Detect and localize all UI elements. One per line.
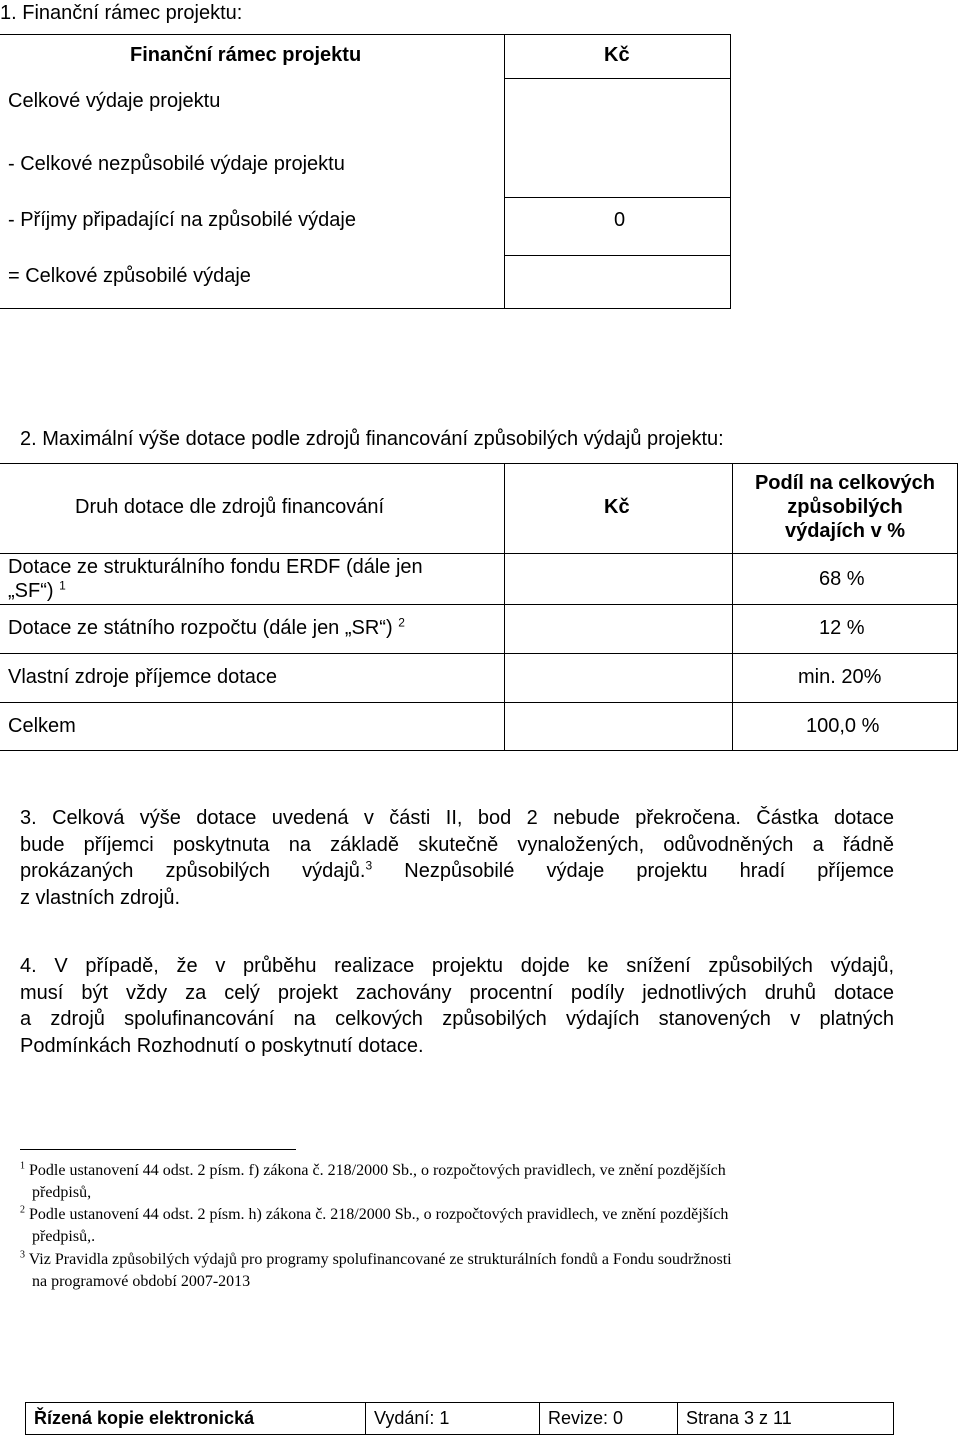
section-3-line-4: z vlastních zdrojů. [20, 886, 181, 909]
section-4-line-2: musí být vždy za celý projekt zachovány procentní podíly jednotlivých druhů dotace [20, 981, 894, 1004]
section-3-paragraph [20, 805, 894, 911]
footer-page-number: Strana 3 z 11 [686, 1408, 792, 1428]
header-share-label [732, 471, 958, 543]
section-3-line-3b: Nezpůsobilé výdaje projektu hradí příjemce [372, 860, 894, 882]
section-1-title: 1. Finanční rámec projektu: [0, 2, 243, 24]
table-cell [504, 553, 733, 605]
section-3-line-3 [20, 858, 894, 885]
header-type-label: Druh dotace dle zdrojů financování [75, 496, 385, 518]
header-share-line-3: výdajích v % [784, 520, 906, 542]
footnote-3-line-1: Viz Pravidla způsobilých výdajů pro programy spolufinancované ze strukturálních fondů a Fondu soudržnosti [25, 1251, 732, 1268]
section-3-line-3a: prokázaných způsobilých výdajů. [20, 860, 366, 882]
row-divider [504, 78, 731, 79]
footnote-separator [20, 1149, 296, 1150]
footnote-1-number: 1 [20, 1160, 25, 1172]
table-header-label: Finanční rámec projektu [130, 44, 362, 66]
footnote-2-number: 2 [20, 1204, 25, 1216]
footnote-3 [20, 1249, 900, 1293]
footnote-ref-2: 2 [398, 615, 405, 630]
header-share-line-2: způsobilých [787, 496, 903, 518]
table-header-currency: Kč [604, 44, 630, 66]
row-share-state-budget: 12 % [819, 617, 865, 639]
row-label-income: - Příjmy připadající na způsobilé výdaje [8, 209, 356, 231]
header-share-line-1: Podíl na celkových [754, 472, 936, 494]
row-label-eligible: = Celkové způsobilé výdaje [8, 265, 251, 287]
footer-edition: Vydání: 1 [366, 1403, 540, 1434]
row-label-total: Celkem [8, 715, 76, 737]
footnote-ref-1: 1 [59, 578, 66, 593]
footnote-1-line-1: Podle ustanovení 44 odst. 2 písm. f) zákona č. 218/2000 Sb., o rozpočtových pravidlech, ve znění pozdějších [25, 1162, 726, 1179]
row-label-ineligible: - Celkové nezpůsobilé výdaje projektu [8, 153, 345, 175]
section-4-line-1: 4. V případě, že v průběhu realizace projektu dojde ke snížení způsobilých výdajů, [20, 955, 894, 977]
row-divider [504, 197, 731, 198]
section-4-line-3: a zdrojů spolufinancování na celkových způsobilých výdajích stanovených v platných [20, 1008, 894, 1030]
row-share-erdf: 68 % [819, 568, 865, 590]
document-footer [25, 1402, 894, 1435]
row-label-state-budget [8, 617, 405, 640]
header-currency-label: Kč [604, 496, 630, 518]
table-cell [504, 604, 733, 654]
row-label-erdf-line-2: „SF“) [8, 580, 60, 602]
financial-frame-table [0, 34, 731, 309]
row-share-total: 100,0 % [806, 715, 880, 737]
section-3-line-2: bude příjemci poskytnuta na základě skutečně vynaložených, odůvodněných a řádně [20, 833, 894, 856]
row-label-erdf [8, 555, 423, 603]
section-4-paragraph [20, 953, 894, 1059]
table-cell [504, 702, 733, 751]
row-value-income: 0 [614, 209, 626, 231]
footnote-1 [20, 1160, 900, 1204]
table-cell [504, 653, 733, 703]
footnote-2-line-2: předpisů,. [32, 1228, 96, 1245]
section-2-title: 2. Maximální výše dotace podle zdrojů financování způsobilých výdajů projektu: [20, 428, 724, 450]
footnote-1-line-2: předpisů, [32, 1184, 92, 1201]
row-label-total: Celkové výdaje projektu [8, 90, 221, 112]
row-label-state-budget-text: Dotace ze státního rozpočtu (dále jen „SR“) [8, 617, 393, 639]
column-divider [504, 34, 505, 309]
footnote-ref-3: 3 [365, 858, 373, 873]
footer-copy-label: Řízená kopie elektronická [26, 1403, 366, 1434]
subsidy-sources-table [0, 463, 958, 751]
section-4-line-4: Podmínkách Rozhodnutí o poskytnutí dotace. [20, 1034, 424, 1057]
section-3-line-1: 3. Celková výše dotace uvedená v části II, bod 2 nebude překročena. Částka dotace [20, 807, 894, 829]
footnote-2 [20, 1204, 900, 1248]
row-label-erdf-line-1: Dotace ze strukturálního fondu ERDF (dále jen [8, 556, 423, 578]
footnote-2-line-1: Podle ustanovení 44 odst. 2 písm. h) zákona č. 218/2000 Sb., o rozpočtových pravidlech, ve znění pozdějších [25, 1206, 729, 1223]
footnote-3-number: 3 [20, 1249, 25, 1261]
row-label-own-sources: Vlastní zdroje příjemce dotace [8, 666, 278, 688]
row-divider [504, 255, 731, 256]
footer-revision: Revize: 0 [540, 1403, 678, 1434]
row-share-own-sources: min. 20% [798, 666, 882, 688]
footnote-3-line-2: na programové období 2007-2013 [32, 1273, 251, 1290]
